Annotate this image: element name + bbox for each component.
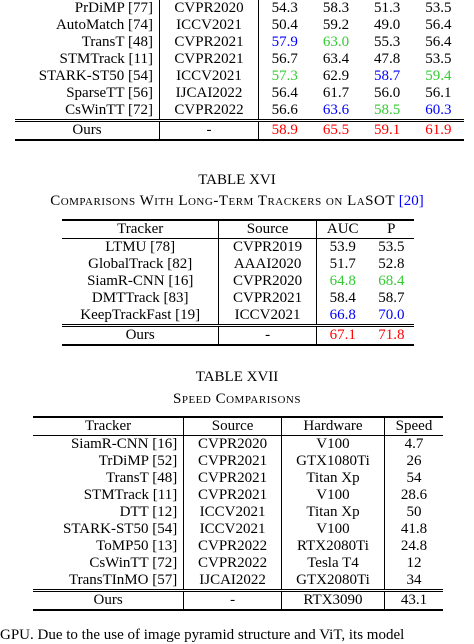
source-cell: CVPR2021 <box>184 470 282 487</box>
source-cell: ICCV2021 <box>184 521 282 538</box>
tracker-cell: AutoMatch [74] <box>15 17 160 34</box>
speed-cell: 26 <box>406 453 422 469</box>
body-text-fragment: GPU. Due to the use of image pyramid structure and ViT, its model <box>0 627 405 643</box>
table-15 <box>15 0 464 141</box>
column-header: AUC <box>326 221 359 237</box>
value-cell: 54.3 <box>259 0 311 17</box>
value-cell: 56.0 <box>374 85 401 101</box>
speed-cell: 24.8 <box>400 538 428 554</box>
column-header: Tracker <box>33 417 184 436</box>
table-row <box>33 470 443 487</box>
table-17 <box>33 416 443 611</box>
source-cell: ICCV2021 <box>219 307 316 326</box>
table-row <box>62 239 414 257</box>
column-header: Source <box>184 417 282 436</box>
table-row <box>33 521 443 538</box>
value-cell: 53.5 <box>378 239 405 255</box>
tracker-cell: STARK-ST50 [54] <box>33 521 184 538</box>
hardware-cell: Tesla T4 <box>281 555 384 572</box>
table-header-row <box>62 220 414 239</box>
value-cell: 68.4 <box>378 273 405 289</box>
value-cell: 62.9 <box>322 68 350 84</box>
tracker-cell: SparseTT [56] <box>15 85 160 102</box>
value-cell: 51.7 <box>329 256 356 272</box>
tracker-cell: PrDiMP [77] <box>15 0 160 17</box>
tracker-cell: SiamR-CNN [16] <box>33 436 184 454</box>
source-cell: CVPR2020 <box>184 436 282 454</box>
table-row <box>33 538 443 555</box>
value-cell: 56.4 <box>425 17 452 33</box>
table-row <box>62 307 414 326</box>
source-cell: AAAI2020 <box>219 256 316 273</box>
table-row <box>33 555 443 572</box>
source-cell: CVPR2020 <box>160 0 259 17</box>
value-cell: 50.4 <box>259 17 311 34</box>
tracker-cell: TransT [48] <box>15 34 160 51</box>
tracker-cell: ToMP50 [13] <box>33 538 184 555</box>
table-16-caption <box>0 193 474 210</box>
tracker-cell: TrDiMP [52] <box>33 453 184 470</box>
value-cell: 70.0 <box>378 307 405 323</box>
citation-link[interactable]: [20] <box>398 193 424 209</box>
table-16 <box>62 219 414 346</box>
value-cell: 51.3 <box>374 0 401 16</box>
value-cell: 57.9 <box>259 34 311 51</box>
tracker-cell: DMTTrack [83] <box>62 290 219 307</box>
tracker-cell: CsWinTT [72] <box>33 555 184 572</box>
value-cell: 58.7 <box>374 68 401 84</box>
value-cell: 57.3 <box>259 68 311 85</box>
source-cell: IJCAI2022 <box>184 572 282 591</box>
tracker-cell: STMTrack [11] <box>33 487 184 504</box>
speed-cell: 50 <box>406 504 422 520</box>
source-cell: CVPR2019 <box>219 239 316 257</box>
table-row <box>15 17 464 34</box>
table-16-number: TABLE XVI <box>198 172 276 188</box>
value-cell: 47.8 <box>374 51 401 67</box>
column-header: Speed <box>395 418 433 434</box>
value-cell: 63.4 <box>322 51 350 67</box>
value-cell: 67.1 <box>329 327 356 343</box>
tracker-cell: STARK-ST50 [54] <box>15 68 160 85</box>
value-cell: 64.8 <box>329 273 356 289</box>
hardware-cell: Titan Xp <box>281 504 384 521</box>
value-cell: 58.5 <box>374 102 401 118</box>
value-cell: 56.1 <box>425 85 452 101</box>
speed-cell: 4.7 <box>404 436 424 452</box>
value-cell: 56.6 <box>259 102 311 121</box>
value-cell: 53.5 <box>425 51 452 67</box>
value-cell: 58.3 <box>322 0 350 16</box>
source-cell: CVPR2021 <box>160 34 259 51</box>
table-17-caption <box>0 391 474 408</box>
value-cell: 56.7 <box>259 51 311 68</box>
speed-cell: 41.8 <box>400 521 428 537</box>
tracker-cell: STMTrack [11] <box>15 51 160 68</box>
table-row-ours <box>15 121 464 141</box>
source-cell: CVPR2021 <box>160 51 259 68</box>
value-cell: 56.4 <box>259 85 311 102</box>
hardware-cell: V100 <box>281 436 384 454</box>
tracker-cell: GlobalTrack [82] <box>62 256 219 273</box>
table-row <box>15 68 464 85</box>
source-cell: CVPR2022 <box>184 538 282 555</box>
source-cell: CVPR2022 <box>160 102 259 121</box>
value-cell: 58.4 <box>329 290 356 306</box>
table-row-ours <box>62 326 414 346</box>
hardware-cell: RTX3090 <box>281 591 384 611</box>
source-cell: CVPR2022 <box>184 555 282 572</box>
value-cell: 63.0 <box>322 34 350 50</box>
column-header: P <box>387 221 396 237</box>
table-row <box>15 85 464 102</box>
table-17-caption-text: Speed Comparisons <box>173 391 301 407</box>
tracker-cell: CsWinTT [72] <box>15 102 160 121</box>
value-cell: 71.8 <box>378 327 405 343</box>
hardware-cell: Titan Xp <box>281 470 384 487</box>
table-row <box>15 102 464 121</box>
table-header-row <box>33 417 443 436</box>
tracker-cell: LTMU [78] <box>62 239 219 257</box>
value-cell: 52.8 <box>378 256 405 272</box>
table-row <box>33 504 443 521</box>
source-cell: CVPR2021 <box>184 487 282 504</box>
value-cell: 53.5 <box>425 0 452 16</box>
tracker-cell: Ours <box>62 326 219 346</box>
table-row <box>15 51 464 68</box>
tracker-cell: TransT [48] <box>33 470 184 487</box>
table-row <box>15 34 464 51</box>
hardware-cell: RTX2080Ti <box>281 538 384 555</box>
value-cell: 58.9 <box>259 121 311 141</box>
value-cell: 61.7 <box>322 85 350 101</box>
source-cell: ICCV2021 <box>160 17 259 34</box>
table-row <box>33 572 443 591</box>
speed-cell: 34 <box>406 572 422 588</box>
hardware-cell: V100 <box>281 487 384 504</box>
table-17-number: TABLE XVII <box>195 369 279 385</box>
table-row <box>62 256 414 273</box>
value-cell: 55.3 <box>374 34 401 50</box>
column-header: Source <box>219 220 316 239</box>
value-cell: 49.0 <box>374 17 401 33</box>
value-cell: 65.5 <box>322 122 350 138</box>
source-cell: ICCV2021 <box>160 68 259 85</box>
value-cell: 59.1 <box>374 122 401 138</box>
table-row <box>62 290 414 307</box>
tracker-cell: Ours <box>33 591 184 611</box>
value-cell: 58.7 <box>378 290 405 306</box>
value-cell: 66.8 <box>329 307 356 323</box>
value-cell: 63.6 <box>322 102 350 118</box>
value-cell: 56.4 <box>425 34 452 50</box>
hardware-cell: GTX1080Ti <box>281 453 384 470</box>
table-row <box>33 436 443 454</box>
table-row <box>33 453 443 470</box>
hardware-cell: V100 <box>281 521 384 538</box>
tracker-cell: KeepTrackFast [19] <box>62 307 219 326</box>
source-cell: CVPR2021 <box>184 453 282 470</box>
source-cell: IJCAI2022 <box>160 85 259 102</box>
source-cell: - <box>184 591 282 611</box>
value-cell: 61.9 <box>425 122 452 138</box>
speed-cell: 54 <box>406 470 422 486</box>
table-16-caption-text: Comparisons With Long-Term Trackers on LaSOT <box>50 193 396 209</box>
value-cell: 59.4 <box>425 68 452 84</box>
table-row <box>15 0 464 17</box>
column-header: Hardware <box>281 417 384 436</box>
table-row-ours <box>33 591 443 611</box>
value-cell: 59.2 <box>322 17 350 33</box>
speed-cell: 12 <box>406 555 422 571</box>
speed-cell: 43.1 <box>400 592 428 608</box>
tracker-cell: DTT [12] <box>33 504 184 521</box>
tracker-cell: SiamR-CNN [16] <box>62 273 219 290</box>
speed-cell: 28.6 <box>400 487 428 503</box>
tracker-cell: TransTInMO [57] <box>33 572 184 591</box>
source-cell: CVPR2021 <box>219 290 316 307</box>
value-cell: 53.9 <box>329 239 356 255</box>
source-cell: - <box>219 326 316 346</box>
source-cell: ICCV2021 <box>184 504 282 521</box>
tracker-cell: Ours <box>15 121 160 141</box>
value-cell: 60.3 <box>425 102 452 118</box>
source-cell: - <box>160 121 259 141</box>
table-row <box>62 273 414 290</box>
hardware-cell: GTX2080Ti <box>281 572 384 591</box>
table-row <box>33 487 443 504</box>
source-cell: CVPR2020 <box>219 273 316 290</box>
column-header: Tracker <box>62 220 219 239</box>
